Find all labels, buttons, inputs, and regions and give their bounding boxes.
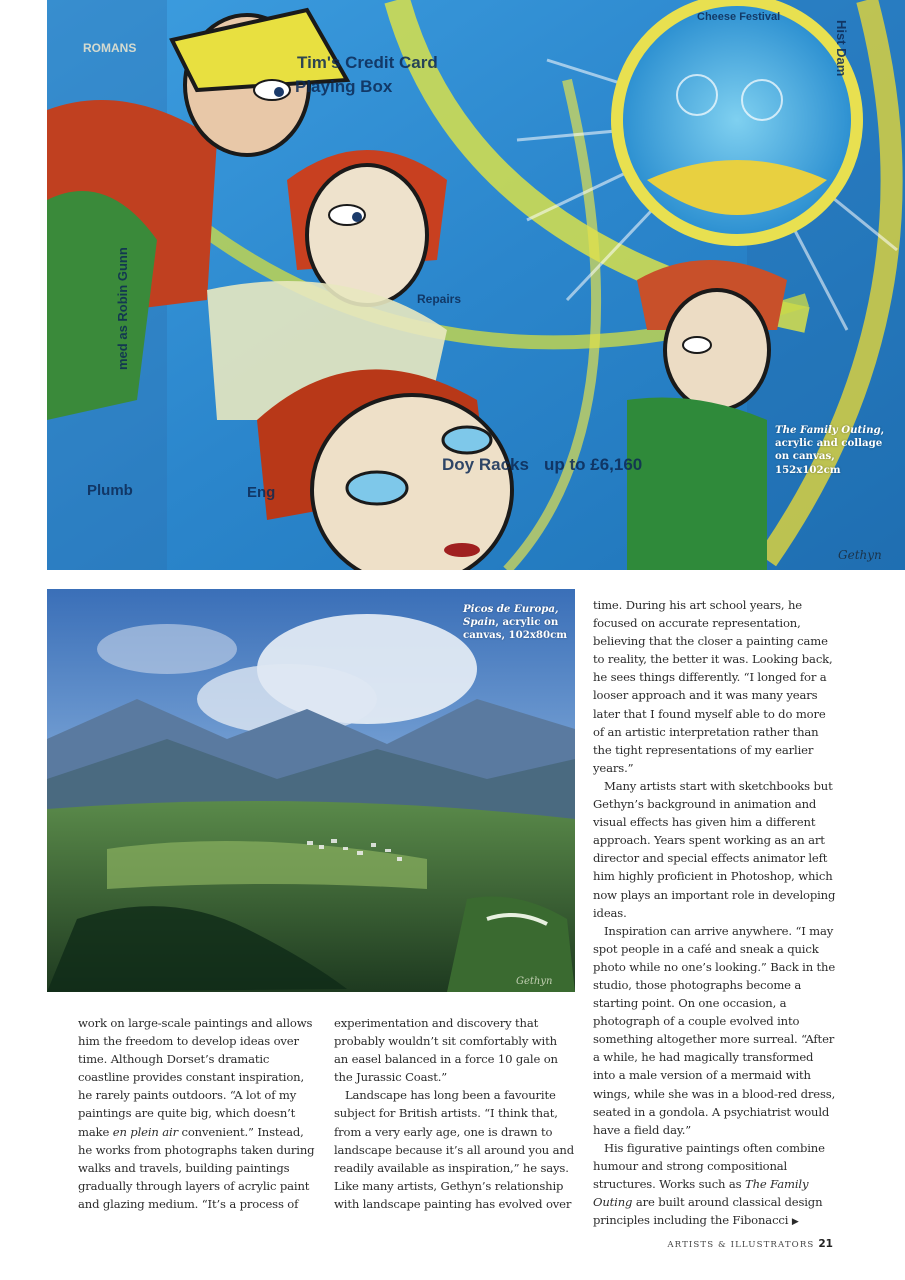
continue-arrow-icon: ▶ <box>791 1217 799 1228</box>
caption-family-outing <box>775 424 885 477</box>
article-column-1 <box>78 1014 318 1213</box>
painting-family-outing <box>47 0 905 570</box>
collage-text-repairs: Repairs <box>417 292 462 306</box>
article-paragraph: time. During his art school years, he focused on accurate representation, believing that the closer a painting came to reality, the better it was. Looking back, he sees things differently. “I longed for a looser approach and it was many years later that I found myself able to do more of an artistic interpretation rather than the tight representations of my earlier years.” <box>593 598 833 775</box>
collage-text-hist: Hist Dam <box>834 20 849 77</box>
collage-text-cheese: Cheese Festival <box>697 11 781 23</box>
collage-text-romans: ROMANS <box>83 41 137 55</box>
page-footer <box>600 1238 833 1250</box>
collage-text-racks: Doy Racks <box>442 455 529 474</box>
collage-text-playing: Playing Box <box>295 77 393 96</box>
painting-picos-de-europa <box>47 589 575 992</box>
article-paragraph: experimentation and discovery that probably wouldn’t sit comfortably with an easel balanced in a force 10 gale on the Jurassic Coast.” <box>334 1016 558 1085</box>
collage-text-price: up to £6,160 <box>544 455 643 474</box>
article-paragraph: Inspiration can arrive anywhere. “I may spot people in a café and sneak a quick photo while no one’s looking.” Back in the studio, those photographs become a starting point. On one occasion, a photograph of a couple evolved into something altogether more surreal. “After a while, he had magically transformed into a male version of a mermaid with wings, while she was in a blood-red dress, seated in a gondola. A psychiatrist would have a field day.” <box>593 923 836 1137</box>
article-column-2 <box>334 1014 574 1213</box>
signature-picos-de-europa: Gethyn <box>516 976 553 987</box>
painting-picos-de-europa-artwork <box>47 589 575 992</box>
signature-family-outing: Gethyn <box>838 548 882 562</box>
caption-picos-de-europa-title: Picos de Europa, Spain <box>463 603 559 629</box>
article-paragraph <box>593 1139 838 1231</box>
article-paragraph: Many artists start with sketchbooks but Gethyn’s background in animation and visual effects has given him a different approach. Years spent working as an art director and special effects animator left him highly proficient in Photoshop, which now plays an important role in developing ideas. <box>593 778 836 920</box>
text-run: convenient.” Instead, he works from photographs taken during walks and travels, building paintings gradually through layers of acrylic paint and glazing medium. “It’s a process of <box>78 1124 315 1211</box>
collage-text-robin: med as Robin Gunn <box>115 247 130 370</box>
collage-text-eng: Eng <box>247 484 276 501</box>
page-number: 21 <box>818 1238 833 1250</box>
caption-family-outing-title: The Family Outing <box>775 424 881 436</box>
collage-text-plumb: Plumb <box>87 482 133 499</box>
article-column-3 <box>593 596 838 1231</box>
painting-family-outing-artwork <box>47 0 905 570</box>
text-run: work on large-scale paintings and allows him the freedom to develop ideas over time. Although Dorset’s dramatic coastline provides constant inspiration, he rarely paints outdoors. “A lot of my paintings are quite big, which doesn’t make <box>78 1016 313 1139</box>
text-run-italic: en plein air <box>112 1124 178 1139</box>
caption-family-outing-details: , acrylic and collage on canvas, 152x102cm <box>775 424 885 476</box>
caption-picos-de-europa-details: , acrylic on canvas, 102x80cm <box>463 616 568 642</box>
caption-picos-de-europa <box>463 603 568 643</box>
collage-text-credit: Tim's Credit Card <box>297 53 438 72</box>
article-paragraph: Landscape has long been a favourite subject for British artists. “I think that, from a very early age, one is drawn to landscape because it’s all around you and readily available as inspiration,” he says. Like many artists, Gethyn’s relationship with landscape painting has evolved over <box>334 1088 574 1211</box>
magazine-name: ARTISTS & ILLUSTRATORS <box>667 1240 815 1250</box>
article-paragraph <box>78 1014 318 1213</box>
text-run: are built around classical design principles including the Fibonacci <box>593 1195 823 1228</box>
text-run: His figurative paintings often combine humour and strong compositional structures. Works such as <box>593 1140 825 1191</box>
text-run-italic: The Family Outing <box>593 1177 809 1210</box>
